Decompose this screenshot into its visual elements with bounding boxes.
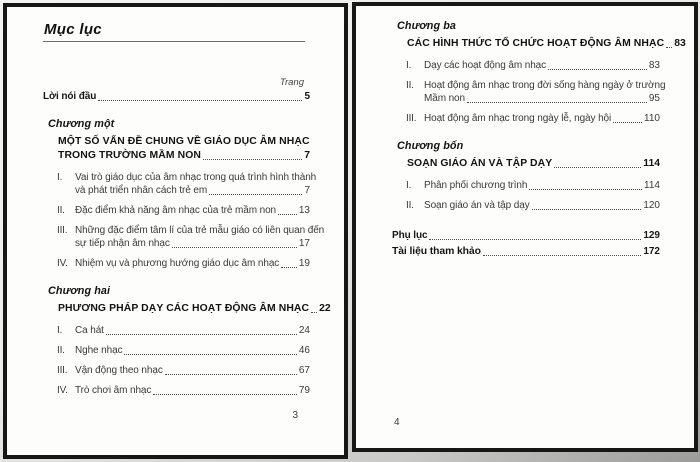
chapter-title — [407, 157, 660, 170]
toc-entry — [57, 364, 310, 377]
entry-numeral: III. — [57, 365, 68, 376]
left-page-content — [7, 22, 344, 397]
entry-text: Nhiệm vụ và phương hướng giáo dục âm nhạc — [75, 258, 280, 269]
back-matter-text: Phụ lục — [392, 230, 428, 241]
toc-entry — [406, 199, 660, 212]
dot-leader — [165, 374, 297, 375]
chapter-page-number: 83 — [674, 38, 686, 49]
toc-entry — [57, 204, 310, 217]
entry-text-line1: Hoạt động âm nhạc trong đời sống hàng ngày ở trường — [424, 80, 666, 91]
back-matter-entry — [392, 245, 660, 258]
right-page — [352, 2, 698, 452]
toc-entry — [57, 324, 310, 337]
entry-text: Dạy các hoạt động âm nhạc — [424, 60, 547, 71]
back-matter-entry — [392, 229, 660, 242]
dot-leader — [532, 209, 642, 210]
toc-entry — [406, 59, 660, 72]
chapter-page-number: 7 — [304, 150, 310, 161]
entry-numeral: I. — [406, 180, 412, 191]
entry-text-line2: và phát triển nhân cách trẻ em — [75, 185, 208, 196]
chapter-title-text: SOẠN GIÁO ÁN VÀ TẬP DẠY — [407, 158, 553, 169]
entry-text: Phân phối chương trình — [424, 180, 528, 191]
dot-leader — [278, 214, 297, 215]
folio-number: 4 — [394, 417, 400, 428]
dot-leader — [153, 394, 297, 395]
chapter-page-number: 114 — [643, 158, 660, 169]
entry-text-line1: Những đặc điểm tâm lí của trẻ mẫu giáo có liên quan đến — [75, 225, 325, 236]
dot-leader — [429, 239, 641, 240]
right-page-content — [356, 20, 694, 258]
entry-numeral: III. — [57, 225, 68, 236]
entry-page-number: 95 — [648, 93, 660, 104]
entry-text: Soạn giáo án và tập dạy — [424, 200, 530, 211]
back-matter-page-number: 172 — [643, 246, 660, 257]
entry-numeral: I. — [406, 60, 412, 71]
entry-text: Trò chơi âm nhạc — [75, 385, 152, 396]
chapter-label: Chương ba — [397, 20, 457, 32]
entry-page-number: 67 — [298, 365, 310, 376]
chapter-title — [407, 37, 686, 50]
dot-leader — [281, 267, 297, 268]
folio-number: 3 — [292, 410, 298, 421]
chapter-label: Chương bốn — [397, 140, 464, 152]
toc-entry — [406, 179, 660, 192]
entry-text: Nghe nhạc — [75, 345, 123, 356]
entry-text-line1: Vai trò giáo dục của âm nhạc trong quá trình hình thành — [75, 172, 317, 183]
dot-leader — [529, 189, 642, 190]
entry-page-number: 13 — [298, 205, 310, 216]
chapter-label: Chương hai — [48, 285, 111, 297]
dot-leader — [203, 159, 302, 160]
entry-text: Hoạt động âm nhạc trong ngày lễ, ngày hội — [424, 113, 612, 124]
chapter-title-text: TRONG TRƯỜNG MẦM NON — [58, 150, 202, 161]
chapter-title-text: CÁC HÌNH THỨC TỔ CHỨC HOẠT ĐỘNG ÂM NHẠC — [407, 38, 665, 49]
dot-leader — [666, 47, 672, 48]
entry-text-line2: Mầm non — [424, 93, 465, 104]
title-rule — [43, 41, 305, 42]
toc-entry — [57, 344, 310, 357]
entry-numeral: I. — [57, 172, 63, 183]
entry-numeral: I. — [57, 325, 63, 336]
preface-entry — [43, 90, 310, 103]
back-matter-page-number: 129 — [643, 230, 660, 241]
left-page — [3, 3, 348, 459]
entry-numeral: IV. — [57, 385, 68, 396]
entry-page-number: 79 — [298, 385, 310, 396]
entry-numeral: II. — [406, 80, 414, 91]
chapter-label: Chương một — [48, 118, 115, 130]
toc-entry — [57, 384, 310, 397]
entry-page-number: 24 — [298, 325, 310, 336]
toc-entry — [57, 257, 310, 270]
toc-title: Mục lục — [44, 21, 102, 38]
entry-page-number: 110 — [644, 113, 660, 124]
chapter-title-text: PHƯƠNG PHÁP DẠY CÁC HOẠT ĐỘNG ÂM NHẠC — [58, 303, 310, 314]
dot-leader — [98, 100, 302, 101]
dot-leader — [548, 69, 647, 70]
dot-leader — [467, 102, 647, 103]
dot-leader — [311, 312, 317, 313]
entry-page-number: 83 — [648, 60, 660, 71]
chapter-page-number: 22 — [319, 303, 331, 314]
back-matter-text: Tài liệu tham khảo — [392, 246, 481, 257]
entry-page-number: 17 — [298, 238, 310, 249]
dot-leader — [554, 167, 641, 168]
toc-entry — [57, 224, 325, 250]
entry-numeral: II. — [57, 205, 65, 216]
dot-leader — [106, 334, 297, 335]
dot-leader — [613, 122, 642, 123]
dot-leader — [172, 247, 297, 248]
toc-entry — [406, 112, 660, 125]
entry-page-number: 46 — [298, 345, 310, 356]
preface-page-number: 5 — [304, 91, 310, 102]
entry-numeral: IV. — [57, 258, 68, 269]
entry-page-number: 7 — [304, 185, 310, 196]
toc-entry — [57, 171, 317, 197]
entry-text: Đặc điểm khả năng âm nhạc của trẻ mầm non — [75, 205, 277, 216]
entry-numeral: II. — [406, 200, 414, 211]
entry-text: Ca hát — [75, 325, 104, 336]
toc-entry — [406, 79, 666, 105]
entry-text-line2: sự tiếp nhận âm nhạc — [75, 238, 170, 249]
entry-numeral: II. — [57, 345, 65, 356]
dot-leader — [209, 194, 302, 195]
chapter-title-line1: MỘT SỐ VẤN ĐỀ CHUNG VỀ GIÁO DỤC ÂM NHẠC — [58, 136, 310, 147]
chapter-title — [58, 302, 331, 315]
page-column-label: Trang — [279, 77, 304, 88]
entry-page-number: 19 — [298, 258, 310, 269]
dot-leader — [483, 255, 641, 256]
entry-text: Vận động theo nhạc — [75, 365, 163, 376]
preface-text: Lời nói đầu — [43, 91, 97, 102]
entry-numeral: III. — [406, 113, 417, 124]
entry-page-number: 120 — [643, 200, 660, 211]
chapter-title-line2 — [58, 149, 310, 162]
entry-page-number: 114 — [644, 180, 660, 191]
dot-leader — [124, 354, 296, 355]
